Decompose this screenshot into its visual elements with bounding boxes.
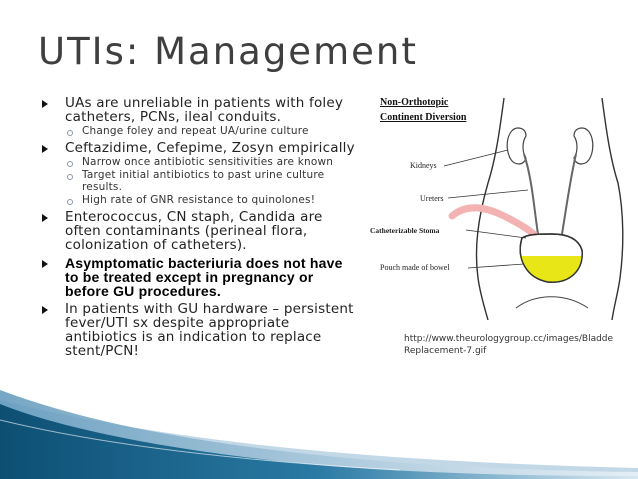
source-line-1: http://www.theurologygroup.cc/images/Bladde <box>404 334 614 344</box>
stoma-tube <box>452 208 538 238</box>
pelvis-line <box>516 297 588 308</box>
sub-bullet-text: High rate of GNR resistance to quinolones! <box>82 194 316 206</box>
pouch-fill <box>520 256 582 282</box>
arrow-bullet-icon <box>42 145 48 153</box>
bullet-text-bold: Asymptomatic bacteriuria does not have to be treated except in pregnancy or before GU procedures. <box>65 254 343 299</box>
left-kidney-icon <box>507 128 526 164</box>
bullet-item <box>40 96 360 138</box>
arrow-bullet-icon <box>42 100 48 108</box>
leader-stoma <box>466 230 526 238</box>
diagram-title-line2: Continent Diversion <box>380 112 467 123</box>
sub-bullet-item <box>65 195 360 207</box>
left-ureter <box>524 154 538 234</box>
arrow-bullet-icon <box>42 214 48 222</box>
circle-bullet-icon <box>67 130 73 136</box>
right-ureter <box>562 154 576 234</box>
sub-bullet-item <box>65 126 360 138</box>
leader-kidneys <box>444 150 508 166</box>
sub-bullet-text: Narrow once antibiotic sensitivities are known <box>82 155 334 168</box>
arrow-bullet-icon <box>42 260 48 268</box>
sub-bullet-item <box>65 170 360 193</box>
image-source-citation <box>404 333 629 357</box>
sub-bullet-text: Change foley and repeat UA/urine culture <box>82 125 309 137</box>
bullet-text: Ceftazidime, Cefepime, Zosyn empirically <box>65 139 355 156</box>
circle-bullet-icon <box>67 174 73 180</box>
label-ureters: Ureters <box>420 194 444 203</box>
slide-title: UTIs: Management <box>38 30 418 73</box>
bullet-text: In patients with GU hardware – persistent fever/UTI sx despite appropriate antibiotics is an indication to replace stent/PCN! <box>65 300 354 359</box>
leader-ureters <box>448 190 528 198</box>
bullet-item <box>40 141 360 207</box>
bullet-item <box>40 210 360 252</box>
bullet-item <box>40 256 360 298</box>
diagram-title-line1: Non-Orthotopic <box>380 97 449 108</box>
decorative-wave-footer <box>0 390 638 479</box>
circle-bullet-icon <box>67 161 73 167</box>
label-kidneys: Kidneys <box>410 161 437 170</box>
sub-bullet-item <box>65 157 360 169</box>
arrow-bullet-icon <box>42 306 48 314</box>
circle-bullet-icon <box>67 199 73 205</box>
bullet-list <box>40 96 360 361</box>
label-stoma: Catheterizable Stoma <box>370 226 440 235</box>
label-pouch: Pouch made of bowel <box>380 263 450 272</box>
bullet-item <box>40 302 360 358</box>
bullet-text: UAs are unreliable in patients with foley catheters, PCNs, ileal conduits. <box>65 95 344 125</box>
diversion-diagram <box>366 88 628 320</box>
body-outline-right <box>602 98 623 320</box>
bullet-text: Enterococcus, CN staph, Candida are often contaminants (perineal flora, colonization of catheters). <box>65 208 323 253</box>
source-line-2: Replacement-7.gif <box>404 346 487 356</box>
sub-bullet-text: Target initial antibiotics to past urine culture results. <box>82 169 325 193</box>
right-kidney-icon <box>574 128 593 164</box>
